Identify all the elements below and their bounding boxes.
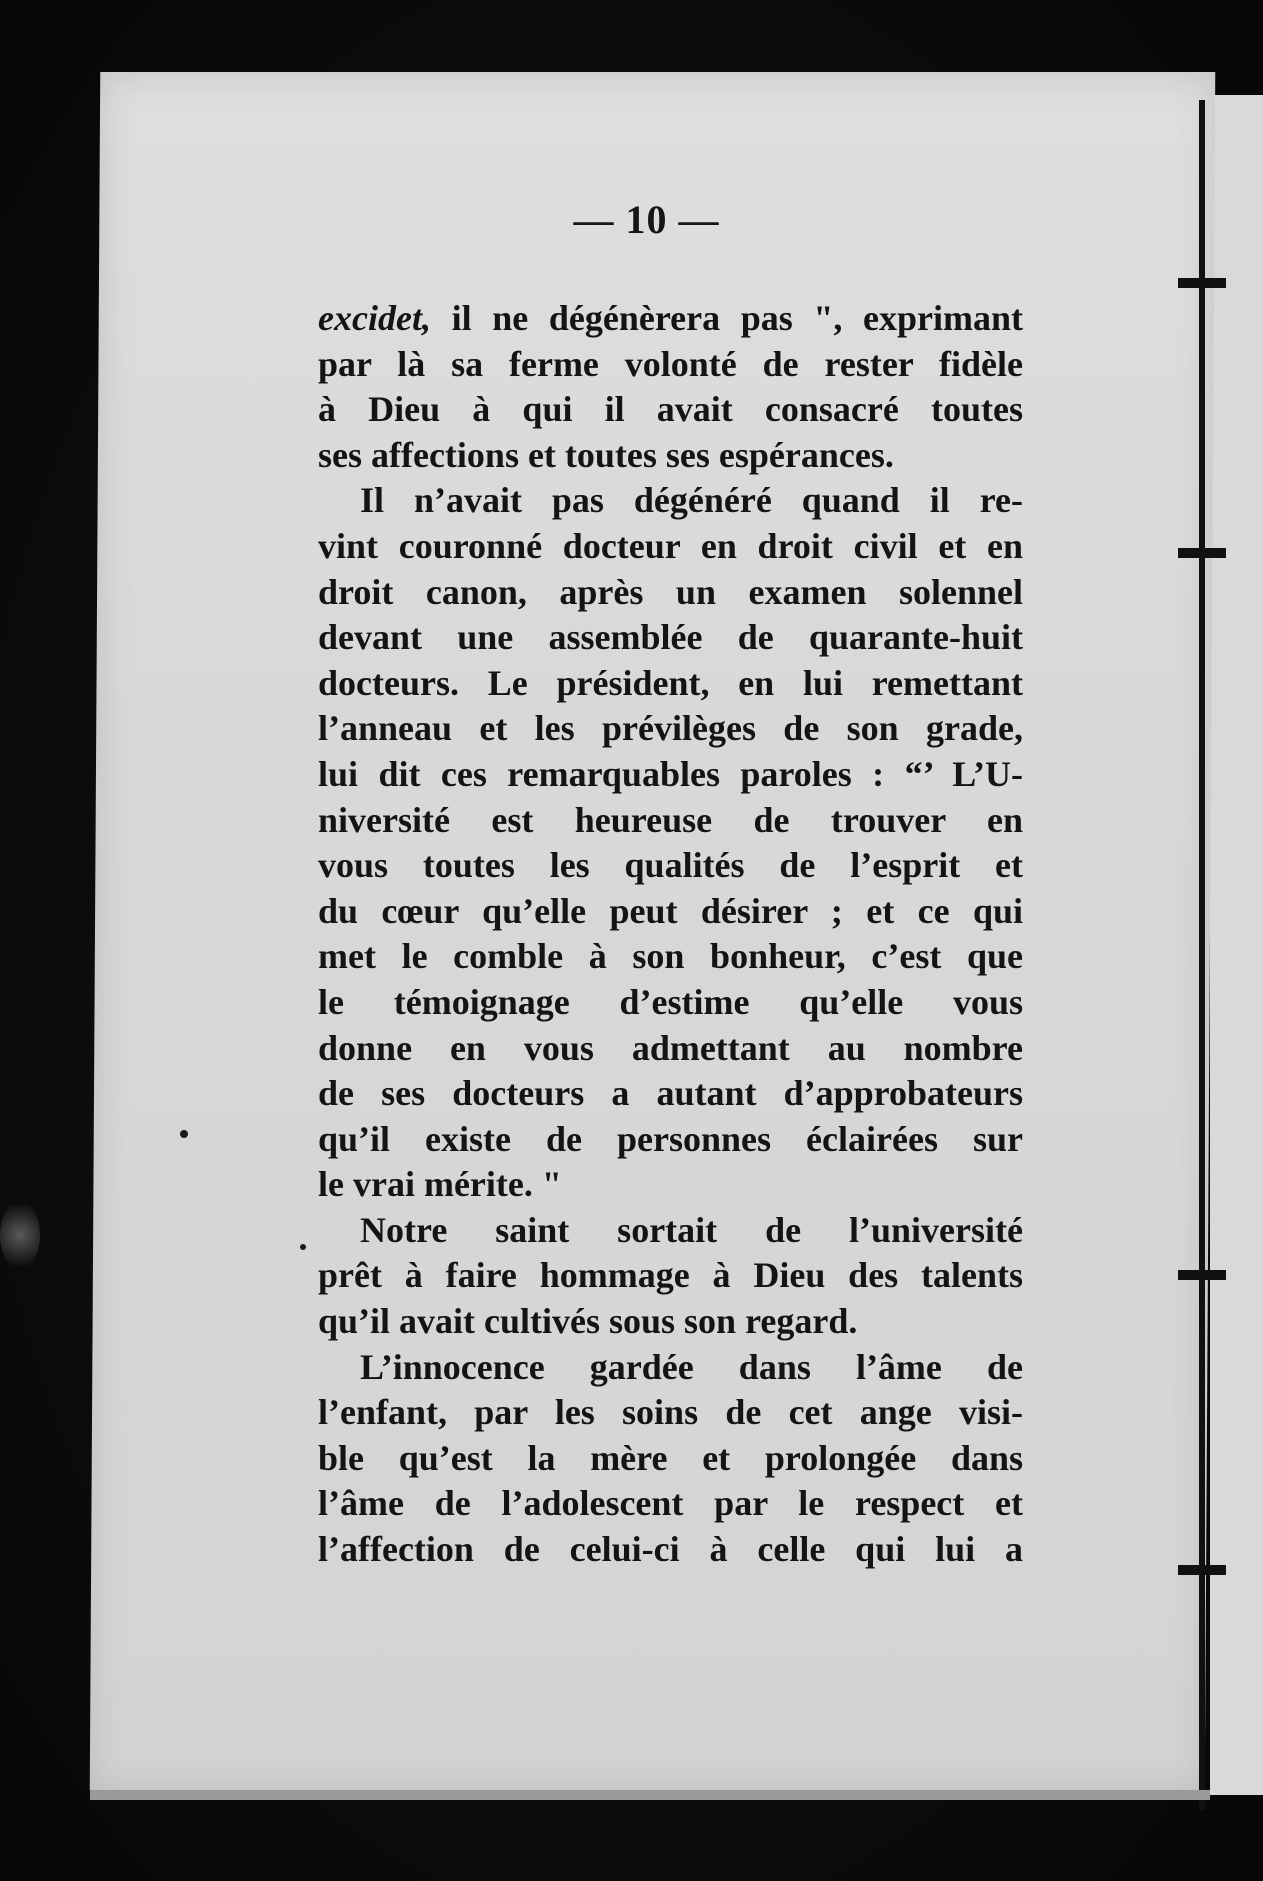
text-line [318, 342, 1023, 388]
text-line [318, 706, 1023, 752]
text-line [318, 524, 1023, 570]
text-line-content: lui dit ces remarquables paroles : “’ L’U- [318, 753, 1023, 794]
text-line [318, 1390, 1023, 1436]
text-line [318, 1436, 1023, 1482]
text-line [318, 570, 1023, 616]
text-line-content: Il n’avait pas dégénéré quand il re- [360, 480, 1023, 521]
ink-speck [180, 1130, 188, 1138]
text-line-content: le témoignage d’estime qu’elle vous [318, 981, 1023, 1022]
italic-word: excidet, [318, 298, 431, 338]
text-line-content: du cœur qu’elle peut désirer ; et ce qui [318, 890, 1023, 931]
binding-line [1199, 100, 1205, 1810]
ink-speck [300, 1244, 306, 1250]
text-line-content: Notre saint sortait de l’université [360, 1209, 1023, 1250]
binding-stitch [1178, 1565, 1226, 1575]
page-number: — 10 — [573, 197, 720, 242]
text-line [318, 1071, 1023, 1117]
text-line-content: qu’il existe de personnes éclairées sur [318, 1118, 1023, 1159]
text-line-content: ses affections et toutes ses espérances. [318, 434, 894, 475]
text-line-content: vint couronné docteur en droit civil et en [318, 525, 1023, 566]
text-line-content: niversité est heureuse de trouver en [318, 799, 1023, 840]
text-line-content: ble qu’est la mère et prolongée dans [318, 1437, 1023, 1478]
text-line-content: vous toutes les qualités de l’esprit et [318, 845, 1023, 886]
text-line [318, 889, 1023, 935]
text-line [318, 433, 1023, 479]
text-line [318, 1026, 1023, 1072]
text-line-content: docteurs. Le président, en lui remettant [318, 662, 1023, 703]
binding-stitch [1178, 1270, 1226, 1280]
text-line [318, 1345, 1023, 1391]
text-line [318, 1162, 1023, 1208]
text-line [318, 1527, 1023, 1573]
text-line-content: l’affection de celui-ci à celle qui lui a [318, 1529, 1023, 1570]
text-line [318, 661, 1023, 707]
text-line [318, 615, 1023, 661]
body-text [318, 296, 1023, 1573]
text-line [318, 1253, 1023, 1299]
text-line [318, 478, 1023, 524]
text-line [318, 1481, 1023, 1527]
text-line-content: prêt à faire hommage à Dieu des talents [318, 1255, 1023, 1296]
text-line-content: par là sa ferme volonté de rester fidèle [318, 343, 1023, 384]
text-line-content: à Dieu à qui il avait consacré toutes [318, 389, 1023, 430]
text-line [318, 296, 1023, 342]
text-line [318, 934, 1023, 980]
text-line-content: donne en vous admettant au nombre [318, 1027, 1023, 1068]
text-line [318, 798, 1023, 844]
text-line-content: devant une assemblée de quarante-huit [318, 617, 1023, 658]
text-line-content: le vrai mérite. " [318, 1164, 562, 1205]
binding-stitch [1178, 548, 1226, 558]
text-line-content: qu’il avait cultivés sous son regard. [318, 1301, 858, 1342]
text-line [318, 843, 1023, 889]
text-line-content: l’âme de l’adolescent par le respect et [318, 1483, 1023, 1524]
text-line-content: L’innocence gardée dans l’âme de [360, 1346, 1023, 1387]
text-line [318, 980, 1023, 1026]
text-line-content: droit canon, après un examen solennel [318, 571, 1023, 612]
text-line-content: l’anneau et les prévilèges de son grade, [318, 708, 1023, 749]
text-line [318, 1208, 1023, 1254]
text-line-content: il ne dégénèrera pas ", exprimant [430, 298, 1023, 338]
text-line-content: de ses docteurs a autant d’approbateurs [318, 1073, 1023, 1114]
scan-artifact [0, 1200, 40, 1270]
text-line [318, 387, 1023, 433]
binding-strip [1210, 95, 1263, 1795]
text-line-content: met le comble à son bonheur, c’est que [318, 936, 1023, 977]
text-line-content: l’enfant, par les soins de cet ange visi- [318, 1392, 1023, 1433]
text-line [318, 752, 1023, 798]
text-line [318, 1117, 1023, 1163]
binding-stitch [1178, 278, 1226, 288]
page-bottom-edge [90, 1790, 1210, 1800]
text-line [318, 1299, 1023, 1345]
